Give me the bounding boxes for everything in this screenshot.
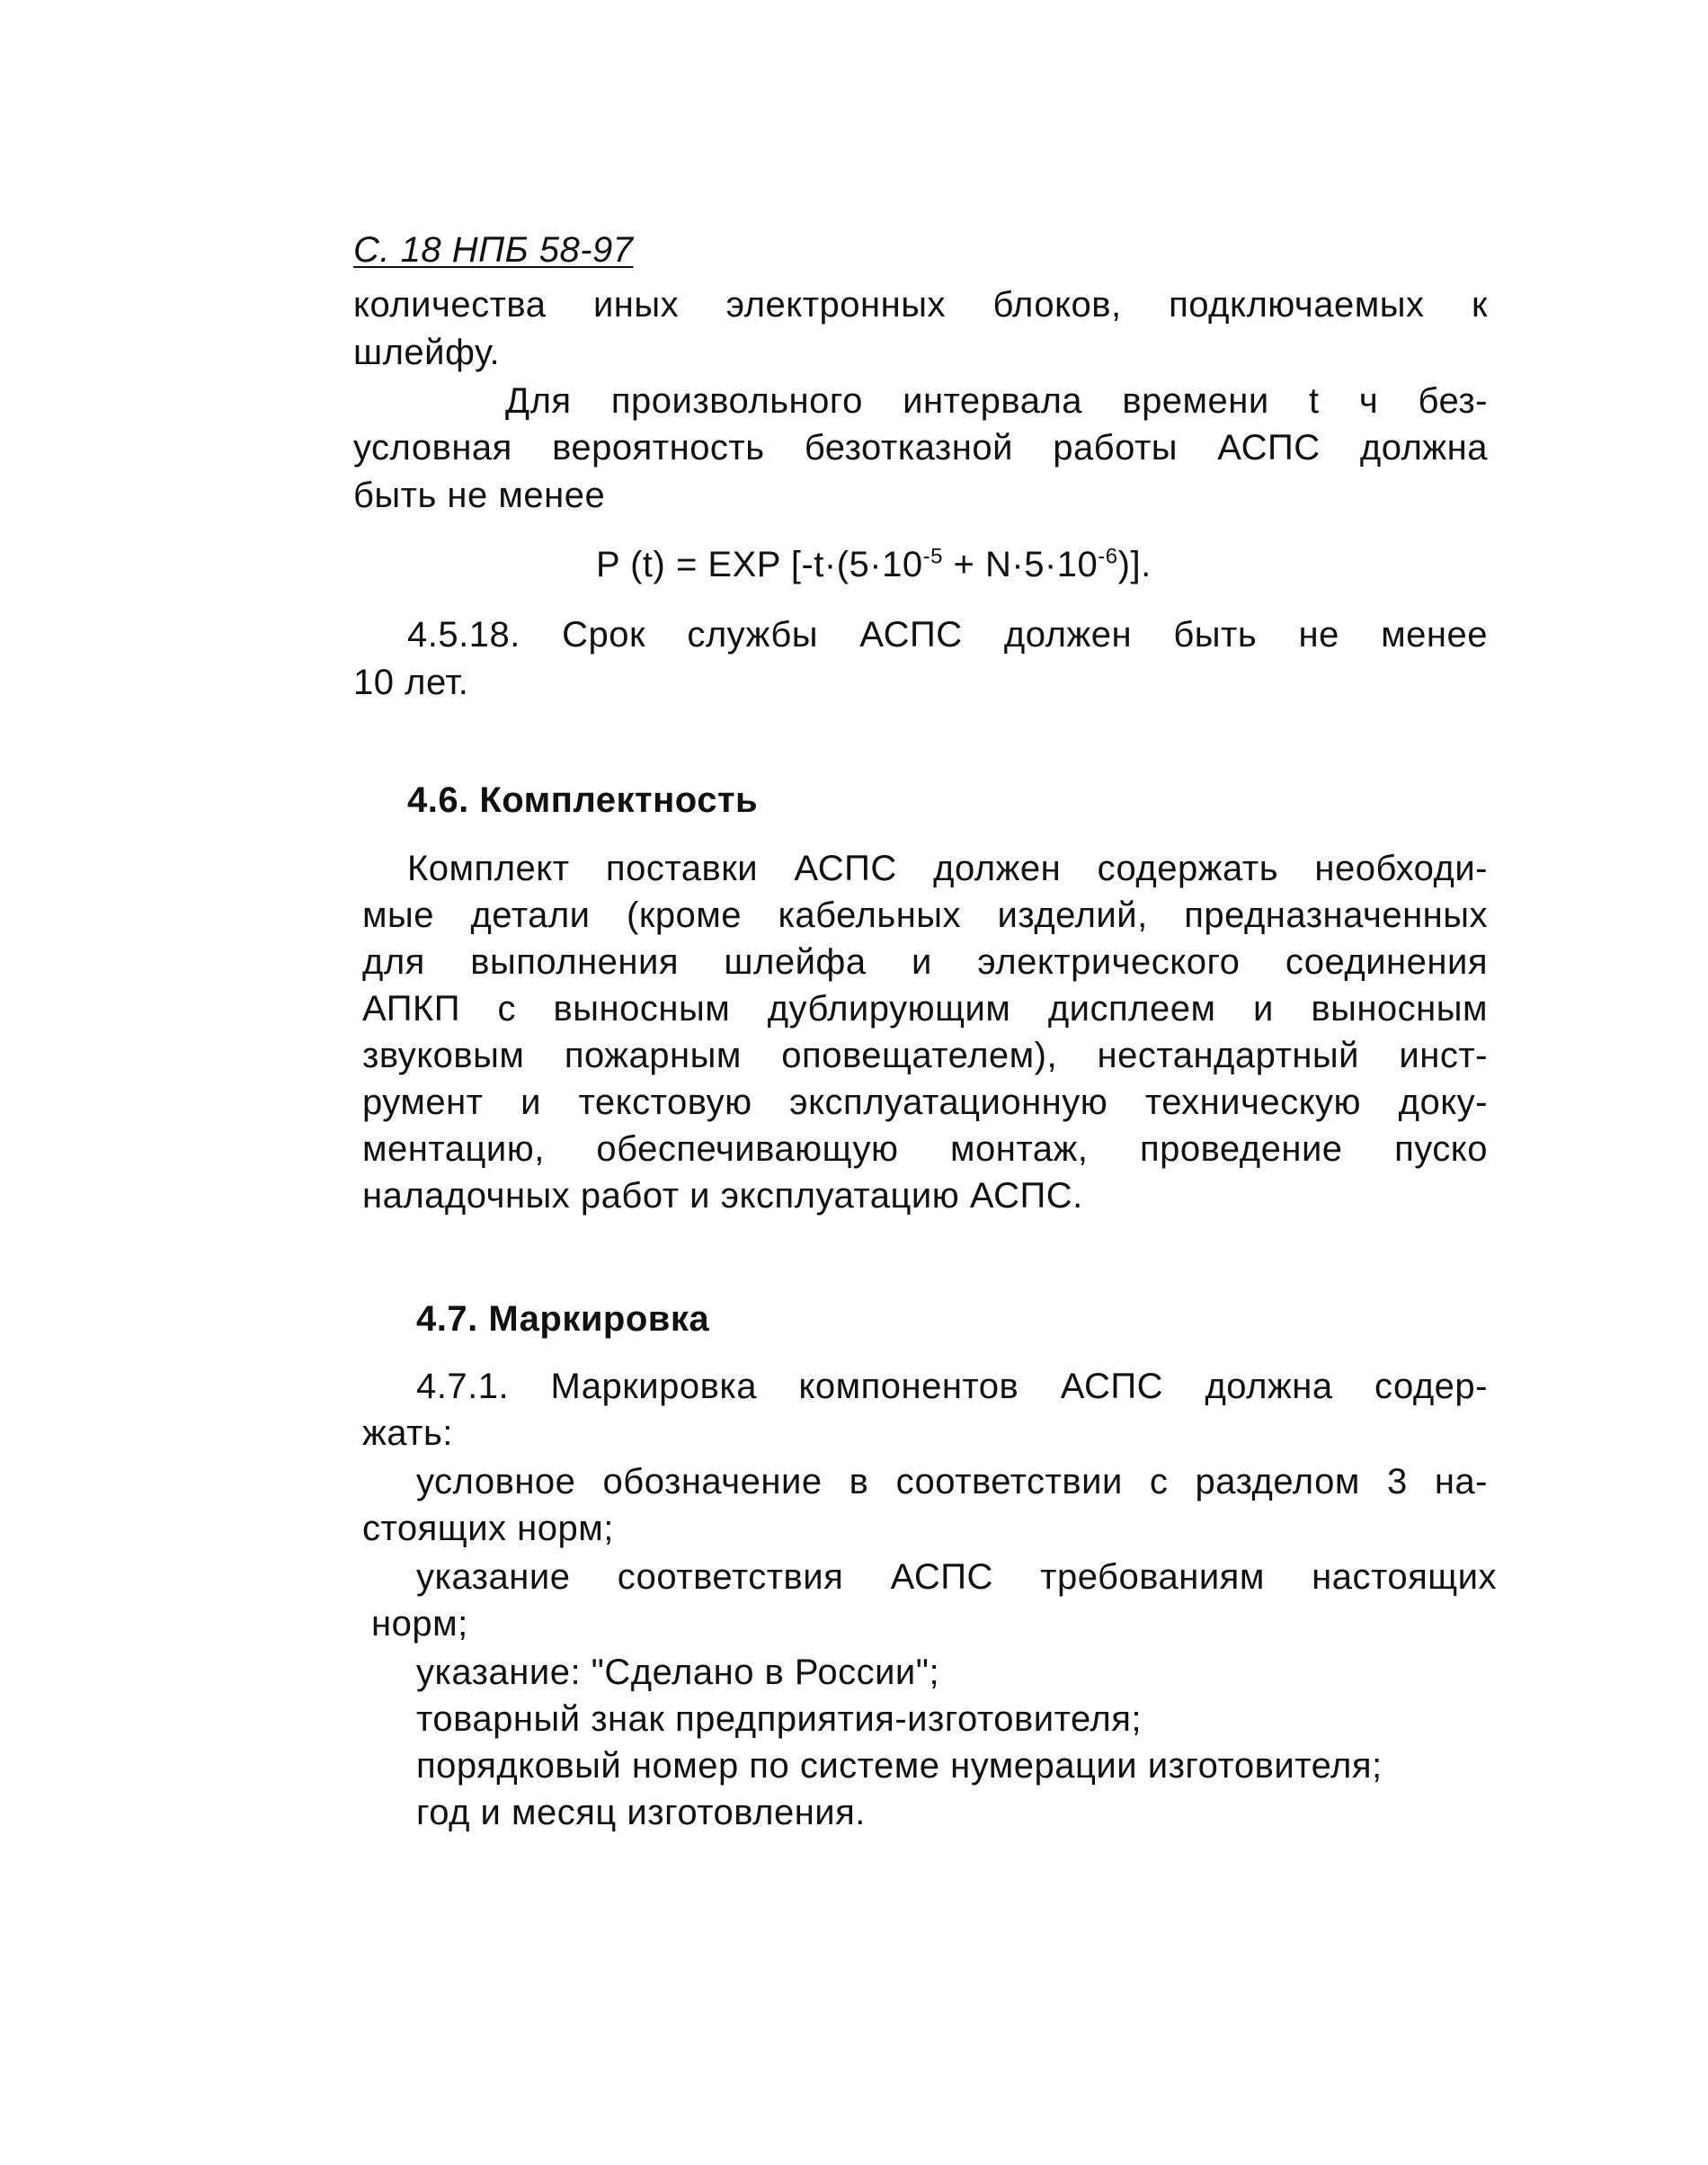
text-line: для выполнения шлейфа и электрического соединения bbox=[362, 942, 1488, 982]
formula-exponent: -5 bbox=[922, 544, 943, 569]
text-line: румент и текстовую эксплуатационную техническую доку- bbox=[362, 1082, 1488, 1122]
text-line: стоящих норм; bbox=[362, 1509, 614, 1548]
text-line: условное обозначение в соответствии с разделом 3 на- bbox=[416, 1462, 1488, 1501]
text-line: количества иных электронных блоков, подключаемых к bbox=[353, 285, 1488, 325]
text-line: наладочных работ и эксплуатацию АСПС. bbox=[362, 1176, 1083, 1216]
text-line: ментацию, обеспечивающую монтаж, проведение пуско bbox=[362, 1129, 1488, 1169]
text-line: жать: bbox=[362, 1413, 453, 1453]
formula-part: + N·5·10 bbox=[942, 545, 1099, 584]
text-line: Для произвольного интервала времени t ч без- bbox=[505, 381, 1488, 421]
text-line: мые детали (кроме кабельных изделий, предназначенных bbox=[362, 895, 1488, 935]
formula-part: )]. bbox=[1117, 545, 1152, 584]
text-line: 4.7.1. Маркировка компонентов АСПС должна содер- bbox=[416, 1367, 1488, 1406]
text-line: порядковый номер по системе нумерации изготовителя; bbox=[416, 1746, 1383, 1786]
formula-exponent: -6 bbox=[1098, 544, 1118, 569]
formula-part: P (t) = EXP [-t·(5·10 bbox=[596, 545, 923, 584]
text-line: указание: "Сделано в России"; bbox=[416, 1653, 940, 1692]
text-line: быть не менее bbox=[353, 476, 606, 515]
text-line: шлейфу. bbox=[353, 333, 501, 372]
text-line: товарный знак предприятия-изготовителя; bbox=[416, 1699, 1143, 1739]
text-line: 10 лет. bbox=[353, 663, 469, 702]
reliability-formula bbox=[596, 541, 1152, 588]
text-line: указание соответствия АСПС требованиям настоящих bbox=[416, 1557, 1497, 1597]
section-heading: 4.6. Комплектность bbox=[407, 780, 759, 820]
text-line: 4.5.18. Срок службы АСПС должен быть не менее bbox=[407, 615, 1488, 655]
text-line: звуковым пожарным оповещателем), нестандартный инст- bbox=[362, 1036, 1488, 1075]
text-line: АПКП с выносным дублирующим дисплеем и выносным bbox=[362, 989, 1488, 1029]
text-line: Комплект поставки АСПС должен содержать необходи- bbox=[407, 849, 1488, 888]
text-line: условная вероятность безотказной работы АСПС должна bbox=[353, 428, 1488, 468]
section-heading: 4.7. Маркировка bbox=[416, 1299, 710, 1339]
text-line: норм; bbox=[371, 1604, 468, 1644]
page-header: С. 18 НПБ 58-97 bbox=[353, 230, 634, 270]
text-line: год и месяц изготовления. bbox=[416, 1793, 866, 1832]
